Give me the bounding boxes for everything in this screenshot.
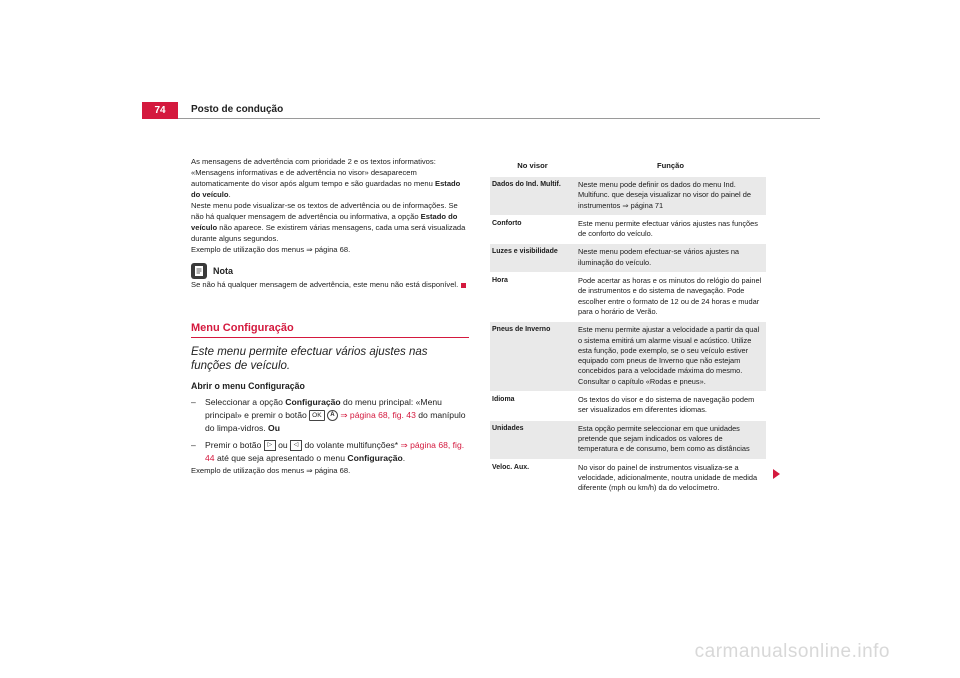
- table-row: Dados do Ind. Multif. Neste menu pode definir os dados do menu Ind. Multifunc. que deseja visualizar no visor do painel de instrumentos ⇒ página 71: [490, 176, 766, 215]
- bottom-example-text: Exemplo de utilização dos menus ⇒ página 68.: [191, 466, 351, 475]
- table-row: Conforto Este menu permite efectuar vários ajustes nas funções de conforto do veículo.: [490, 215, 766, 244]
- step-2: – Premir o botão ▷ ou ◁ do volante multifunções* ⇒ página 68, fig. 44 até que seja apresentado o menu Configuração.: [191, 440, 465, 463]
- section-title: Menu Configuração: [191, 322, 294, 334]
- table-row: Pneus de Inverno Este menu permite ajustar a velocidade a partir da qual o sistema emitirá um alarme visual e acústico. Utilize esta função, pode exemplo, se o seu veículo estiver equipado com pneus de Inverno que não estejam concebidos para a velocidade máxima do mesmo. Consultar o capítulo «Rodas e pneus».: [490, 321, 766, 391]
- link-page-68-fig-43[interactable]: ⇒ página 68, fig. 43: [340, 410, 416, 420]
- a-key-icon: A: [327, 410, 338, 421]
- table-row: Idioma Os textos do visor e do sistema de navegação podem ser visualizados em diferentes idiomas.: [490, 391, 766, 420]
- header-title: Posto de condução: [191, 104, 284, 115]
- section-subtitle: Este menu permite efectuar vários ajustes nas funções de veículo.: [191, 346, 428, 372]
- next-page-arrow-icon[interactable]: [773, 469, 780, 479]
- right-arrow-key-icon: ▷: [264, 440, 276, 451]
- paragraph-1: As mensagens de advertência com prioridade 2 e os textos informativos: «Mensagens informativas e de advertência no visor» desaparecem automaticamente do visor após algum tempo e são guardadas no menu Estado do veículo.: [191, 157, 461, 199]
- page-number: 74: [154, 105, 166, 116]
- page-number-badge: [142, 102, 178, 119]
- table-row: Hora Pode acertar as horas e os minutos do relógio do painel de instrumentos e do sistema de navegação. Pode escolher entre o formato de 12 ou de 24 horas e mudar para o horário de Verão.: [490, 272, 766, 321]
- step-1: – Seleccionar a opção Configuração do menu principal: «Menu principal» e premir o botão OK A ⇒ página 68, fig. 43 do manípulo do limpa-vidros. Ou: [191, 397, 466, 433]
- note-text: Se não há qualquer mensagem de advertência, este menu não está disponível.: [191, 279, 469, 290]
- watermark: carmanualsonline.info: [694, 641, 890, 662]
- link-page-68-fig-44[interactable]: ⇒ página 68, fig. 44: [205, 440, 465, 463]
- header-divider: [178, 118, 820, 119]
- table-row: Veloc. Aux. No visor do painel de instrumentos visualiza-se a velocidade, adicionalmente, noutra unidade de medida diferente (mph ou km/h) da do velocímetro.: [490, 459, 766, 498]
- end-marker-icon: [461, 283, 466, 288]
- note-header: [191, 263, 469, 279]
- column-header-funcao: Função: [656, 161, 684, 171]
- column-header-visor: No visor: [517, 161, 548, 171]
- table-row: Luzes e visibilidade Neste menu podem efectuar-se vários ajustes na iluminação do veículo.: [490, 243, 766, 272]
- table-header: [490, 158, 766, 176]
- left-arrow-key-icon: ◁: [290, 440, 302, 451]
- note-icon: [191, 263, 207, 279]
- left-column: [191, 156, 469, 476]
- steps-title: Abrir o menu Configuração: [191, 381, 305, 391]
- note-title: Nota: [213, 265, 233, 276]
- settings-table: [490, 158, 766, 497]
- paragraph-2: Neste menu pode visualizar-se os textos de advertência ou de informações. Se não há qualquer mensagem de advertência ou informativa, a opção Estado do veículo não aparece. Se existirem várias mensagens, cada uma será visualizada durante alguns segundos.: [191, 201, 466, 243]
- paragraph-3: Exemplo de utilização dos menus ⇒ página 68.: [191, 245, 351, 254]
- table-row: Unidades Esta opção permite seleccionar em que unidades pretende que sejam indicados os valores de temperatura e de consumo, bem como as distâncias: [490, 420, 766, 459]
- section-divider: [191, 337, 469, 338]
- ok-key-icon: OK: [309, 410, 324, 421]
